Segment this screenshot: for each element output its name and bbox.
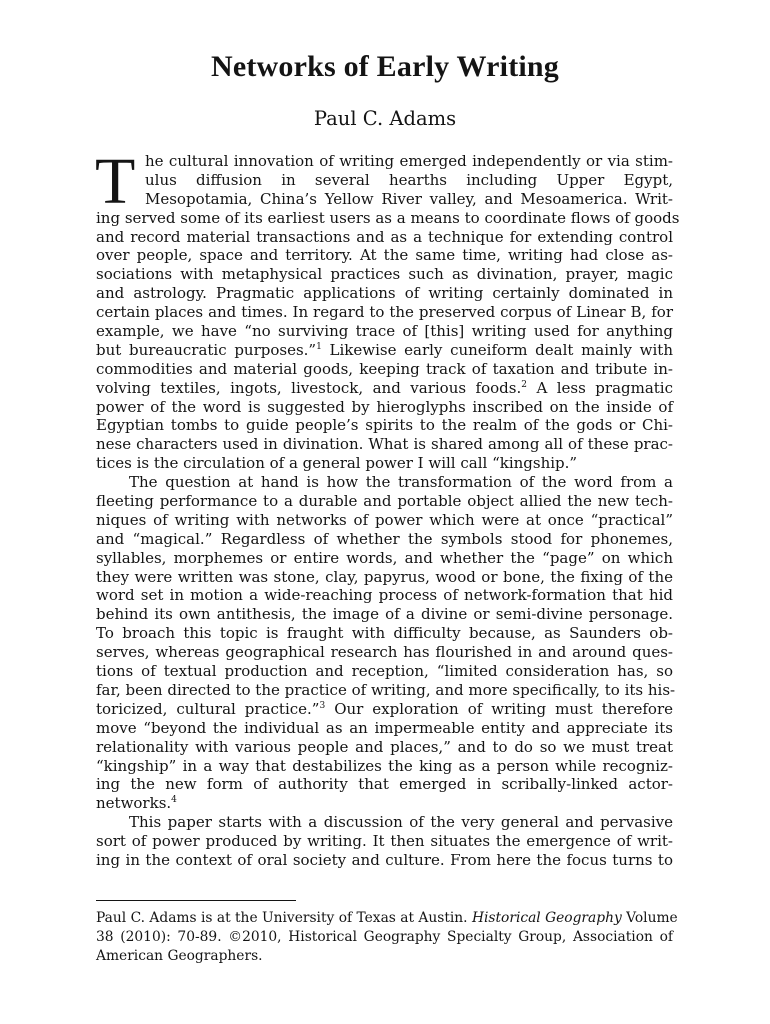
text-line: certain places and times. In regard to the preserved corpus of Linear B, for xyxy=(96,303,673,322)
paper-title: Networks of Early Writing xyxy=(210,50,560,83)
text-line: example, we have “no surviving trace of [this] writing used for anything xyxy=(96,322,673,341)
text-line: over people, space and territory. At the same time, writing had close as- xyxy=(96,246,673,265)
text-line: tices is the circulation of a general power I will call “kingship.” xyxy=(96,454,578,473)
journal-name: Historical Geography xyxy=(471,910,622,926)
footnote-ref: 1 xyxy=(316,341,322,352)
text-line: far, been directed to the practice of writing, and more specifically, to its his- xyxy=(96,680,676,699)
line-segment: toricized, cultural practice.” xyxy=(96,699,320,718)
text-line: they were written was stone, clay, papyrus, wood or bone, the fixing of the xyxy=(96,567,673,586)
line-segment: Paul C. Adams is at the University of Texas at Austin. xyxy=(96,910,472,926)
text-line: sociations with metaphysical practices such as divination, prayer, magic xyxy=(96,265,673,284)
text-line xyxy=(96,379,673,398)
text-line: move “beyond the individual as an impermeable entity and appreciate its xyxy=(96,718,673,737)
text-line: ing served some of its earliest users as a means to coordinate flows of goods xyxy=(96,208,680,227)
text-line: ing in the context of oral society and culture. From here the focus turns to xyxy=(96,850,673,869)
text-line: “kingship” in a way that destabilizes the king as a person while recogniz- xyxy=(96,756,673,775)
paragraph-2 xyxy=(96,473,676,813)
text-line: relationality with various people and places,” and to do so we must treat xyxy=(96,737,673,756)
text-line: ulus diffusion in several hearths including Upper Egypt, xyxy=(145,170,673,189)
text-line: sort of power produced by writing. It then situates the emergence of writ- xyxy=(96,832,673,851)
text-line: power of the word is suggested by hieroglyphs inscribed on the inside of xyxy=(96,397,673,416)
article-body xyxy=(95,145,680,870)
text-line: serves, whereas geographical research has flourished in and around ques- xyxy=(96,643,673,662)
text-line: behind its own antithesis, the image of a divine or semi-divine personage. xyxy=(96,605,673,624)
text-line: The question at hand is how the transformation of the word from a xyxy=(129,473,673,492)
line-segment: volving textiles, ingots, livestock, and various foods. xyxy=(96,378,522,397)
text-line: This paper starts with a discussion of the very general and pervasive xyxy=(129,813,673,832)
text-line: Egyptian tombs to guide people’s spirits to the realm of the gods or Chi- xyxy=(96,416,673,435)
text-line: syllables, morphemes or entire words, and whether the “page” on which xyxy=(96,548,673,567)
text-line: tions of textual production and reception, “limited consideration has, so xyxy=(96,662,673,681)
text-line: commodities and material goods, keeping track of taxation and tribute in- xyxy=(96,359,673,378)
text-line: and record material transactions and as a technique for extending control xyxy=(96,227,673,246)
author-name: Paul C. Adams xyxy=(313,107,457,130)
footnote xyxy=(96,909,678,966)
text-line: fleeting performance to a durable and portable object allied the new tech- xyxy=(96,492,673,511)
text-line: ing the new form of authority that emerged in scribally-linked actor- xyxy=(96,775,673,794)
line-segment: Volume xyxy=(621,910,678,926)
footnote-line: American Geographers. xyxy=(96,948,263,964)
footnote-ref: 3 xyxy=(319,700,326,711)
footnote-line xyxy=(96,909,678,928)
line-segment: Likewise early cuneiform dealt mainly with xyxy=(321,340,673,359)
line-segment: Our exploration of writing must therefore xyxy=(325,699,673,718)
text-line: he cultural innovation of writing emerged independently or via stim- xyxy=(145,152,673,170)
text-line: niques of writing with networks of power which were at once “practical” xyxy=(96,510,673,529)
paragraph-3 xyxy=(96,813,673,870)
footnote-ref: 2 xyxy=(521,379,527,390)
footnote-line: 38 (2010): 70-89. ©2010, Historical Geography Specialty Group, Association of xyxy=(96,929,673,945)
footnote-divider xyxy=(96,900,296,901)
footnote-ref: 4 xyxy=(171,795,177,806)
text-line: word set in motion a wide-reaching process of network-formation that hid xyxy=(96,586,673,605)
text-line: To broach this topic is fraught with difficulty because, as Saunders ob- xyxy=(96,624,673,643)
line-segment: networks. xyxy=(96,794,172,813)
text-line: and “magical.” Regardless of whether the symbols stood for phonemes, xyxy=(96,529,673,548)
line-segment: but bureaucratic purposes.” xyxy=(96,340,317,359)
text-line xyxy=(96,700,673,719)
text-line xyxy=(96,341,673,360)
text-line: Mesopotamia, China’s Yellow River valley, and Mesoamerica. Writ- xyxy=(145,189,673,208)
text-line: nese characters used in divination. What is shared among all of these prac- xyxy=(96,435,673,454)
line-segment: A less pragmatic xyxy=(526,378,674,397)
text-line: and astrology. Pragmatic applications of writing certainly dominated in xyxy=(96,284,673,303)
paragraph-1 xyxy=(95,145,680,473)
drop-cap: T xyxy=(95,145,136,218)
text-line xyxy=(96,794,673,813)
